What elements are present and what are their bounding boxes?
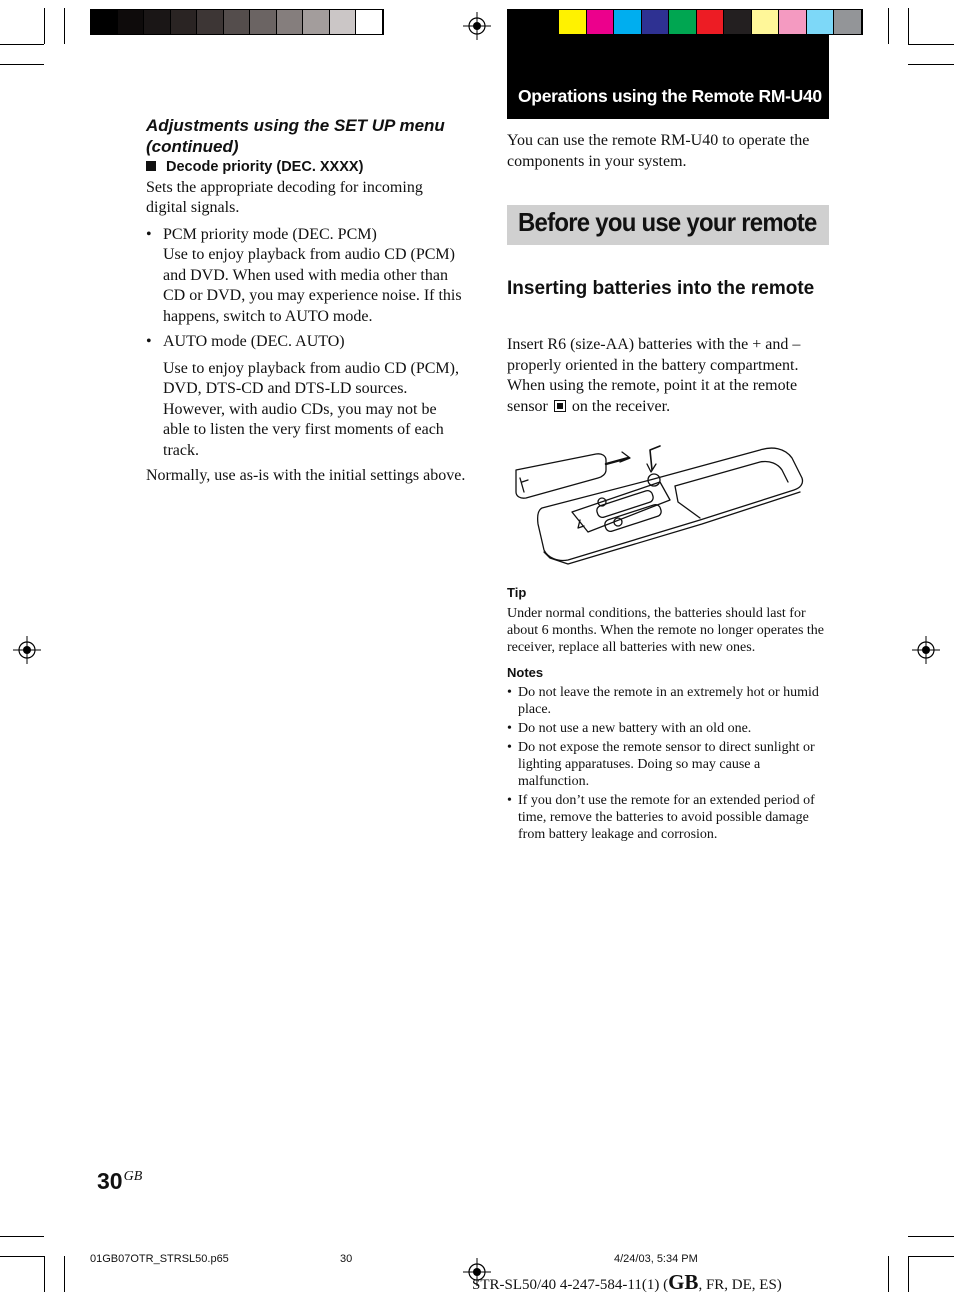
gray-swatch <box>91 10 118 34</box>
registration-mark-icon <box>13 636 41 664</box>
page-title: Before you use your remote <box>518 207 817 237</box>
section-title: Adjustments using the SET UP menu (continued) <box>146 116 445 156</box>
remote-battery-illustration <box>510 440 810 570</box>
color-swatch <box>642 10 670 34</box>
gray-swatch <box>118 10 145 34</box>
footer-datetime: 4/24/03, 5:34 PM <box>614 1253 698 1265</box>
page-number <box>97 1168 142 1195</box>
list-item <box>146 332 466 461</box>
batteries-text: on the receiver. <box>571 397 671 415</box>
crop-mark <box>908 1256 909 1292</box>
crop-mark <box>64 1256 65 1292</box>
list-item <box>146 225 466 328</box>
color-swatch <box>697 10 725 34</box>
crop-mark <box>64 8 65 44</box>
left-column <box>146 115 466 487</box>
page-number-suffix: GB <box>123 1169 143 1184</box>
registration-mark-icon <box>463 12 491 40</box>
color-swatch <box>834 10 862 34</box>
tip-heading: Tip <box>507 585 527 600</box>
color-swatch <box>614 10 642 34</box>
grayscale-calibration-bar <box>90 9 384 35</box>
batteries-text: Insert R6 (size-AA) batteries with the + and – properly oriented in the battery compartment. When using the remote, point it at the remote sensor <box>507 336 801 415</box>
color-swatch <box>724 10 752 34</box>
gray-swatch <box>277 10 304 34</box>
chapter-title: Operations using the Remote RM-U40 <box>518 86 822 106</box>
footer-model-text: STR-SL50/40 4-247-584-11(1) ( <box>472 1277 669 1293</box>
remote-sensor-icon <box>554 400 566 412</box>
list-item: • Do not use a new battery with an old one. <box>507 720 829 737</box>
footer-filename: 01GB07OTR_STRSL50.p65 <box>90 1253 229 1265</box>
list-item: • If you don’t use the remote for an extended period of time, remove the batteries to avoid possible damage from battery leakage and corrosion. <box>507 792 829 843</box>
color-swatch <box>587 10 615 34</box>
batteries-paragraph <box>507 335 829 417</box>
color-swatch <box>807 10 835 34</box>
crop-mark <box>908 1256 954 1257</box>
crop-mark <box>908 44 954 45</box>
footer-model-text: , FR, DE, ES) <box>698 1277 782 1293</box>
color-calibration-bar <box>558 9 863 35</box>
list-item: • Do not leave the remote in an extremely hot or humid place. <box>507 684 829 718</box>
square-bullet-icon <box>146 161 156 171</box>
gray-swatch <box>197 10 224 34</box>
list-item-body: Use to enjoy playback from audio CD (PCM) and DVD. When used with media other than CD or DVD, you may experience noise. If this happens, switch to AUTO mode. <box>163 246 462 325</box>
gray-swatch <box>356 10 383 34</box>
crop-mark <box>888 8 889 44</box>
intro-paragraph: Sets the appropriate decoding for incoming digital signals. <box>146 178 423 216</box>
list-item-title: • PCM priority mode (DEC. PCM) <box>163 225 377 243</box>
gray-swatch <box>171 10 198 34</box>
footer-model-gb: GB <box>668 1270 699 1294</box>
crop-mark <box>0 64 44 65</box>
gray-swatch <box>330 10 357 34</box>
crop-mark <box>0 1236 44 1237</box>
page-number-value: 30 <box>97 1168 123 1194</box>
list-item: • Do not expose the remote sensor to direct sunlight or lighting apparatuses. Doing so may cause a malfunction. <box>507 739 829 790</box>
subheading <box>146 157 466 178</box>
footer-page: 30 <box>340 1253 353 1265</box>
gray-swatch <box>224 10 251 34</box>
list-item-body: Use to enjoy playback from audio CD (PCM), DVD, DTS-CD and DTS-LD sources. However, with audio CDs, you may not be able to listen the very first moments of each track. <box>163 359 459 459</box>
color-swatch <box>669 10 697 34</box>
crop-mark <box>0 1256 44 1257</box>
crop-mark <box>908 1236 954 1237</box>
intro-paragraph: You can use the remote RM-U40 to operate the components in your system. <box>507 132 810 170</box>
gray-swatch <box>303 10 330 34</box>
color-swatch <box>559 10 587 34</box>
crop-mark <box>908 64 954 65</box>
color-swatch <box>779 10 807 34</box>
closing-paragraph: Normally, use as-is with the initial settings above. <box>146 467 466 484</box>
subheading-text: Decode priority (DEC. XXXX) <box>166 159 364 175</box>
mode-list <box>146 225 466 462</box>
crop-mark <box>0 44 44 45</box>
footer-model <box>472 1270 782 1295</box>
crop-mark <box>44 1256 45 1292</box>
crop-mark <box>908 8 909 44</box>
crop-mark <box>44 8 45 44</box>
notes-heading: Notes <box>507 665 544 680</box>
notes-list <box>507 684 829 845</box>
tip-paragraph: Under normal conditions, the batteries should last for about 6 months. When the remote no longer operates the receiver, replace all batteries with new ones. <box>507 606 824 655</box>
color-swatch <box>752 10 780 34</box>
list-item-title: • AUTO mode (DEC. AUTO) <box>163 333 345 350</box>
gray-swatch <box>144 10 171 34</box>
registration-mark-icon <box>912 636 940 664</box>
gray-swatch <box>250 10 277 34</box>
batteries-heading: Inserting batteries into the remote <box>507 278 815 299</box>
crop-mark <box>888 1256 889 1292</box>
